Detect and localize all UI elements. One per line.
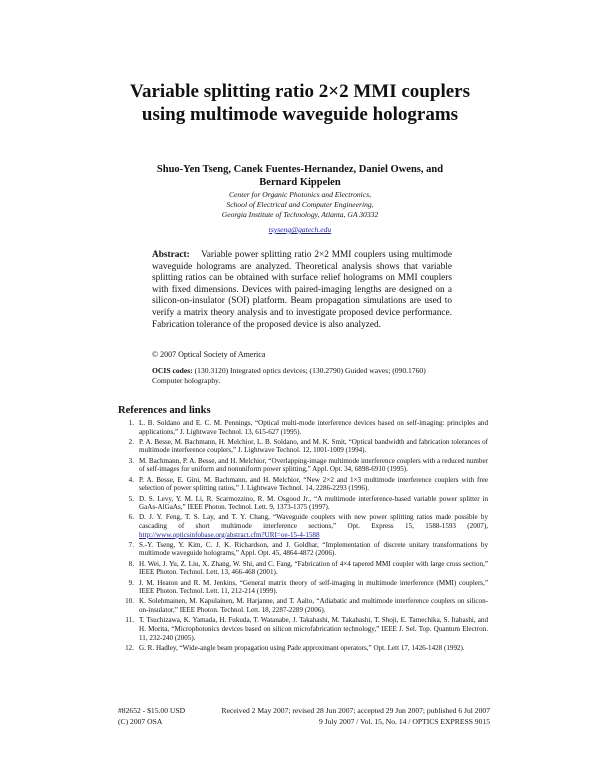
- reference-text: D. J. Y. Feng, T. S. Lay, and T. Y. Chang, “Waveguide couplers with new power splitting ratios made possible by cascading of short multimode interference sections,” Opt. Express 15, 1588-1593 (2007),: [139, 513, 488, 530]
- reference-number: 1.: [128, 419, 134, 427]
- copyright-notice: © 2007 Optical Society of America: [152, 350, 266, 359]
- paper-title: Variable splitting ratio 2×2 MMI couplers using multimode waveguide holograms: [130, 81, 470, 125]
- footer-copyright: (C) 2007 OSA: [118, 717, 163, 726]
- author-list: Shuo-Yen Tseng, Canek Fuentes-Hernandez, Daniel Owens, and Bernard Kippelen: [156, 164, 444, 188]
- affiliation-line-2: School of Electrical and Computer Engineering,: [226, 200, 374, 210]
- reference-item: [118, 644, 488, 653]
- ocis-label: OCIS codes:: [152, 366, 193, 375]
- reference-item: [118, 438, 488, 455]
- reference-text: S.-Y. Tseng, Y. Kim, C. J. K. Richardson, and J. Goldhar, “Implementation of discrete unitary transformations by multimode waveguide holograms,” Appl. Opt. 45, 4864-4872 (2006).: [139, 540, 488, 558]
- abstract-text: Variable power splitting ratio 2×2 MMI couplers using multimode waveguide holograms are analyzed. Theoretical analysis shows that variable splitting ratios can be obtained with surface relief holograms on MMI couplers with fixed dimensions. Devices with paired-imaging lengths are designed on a silicon-on-insulator (SOI) platform. Beam propagation simulations are used to verify a matrix theory analysis and to investigate proposed device performance. Fabrication tolerance of the proposed device is also analyzed.: [152, 250, 452, 330]
- reference-number: 11.: [125, 616, 134, 625]
- author-email-link[interactable]: tsyseng@gatech.edu: [268, 225, 332, 234]
- affiliation-line-1: Center for Organic Photonics and Electronics,: [228, 190, 371, 199]
- reference-number: 4.: [128, 475, 134, 484]
- reference-list: [118, 419, 488, 654]
- reference-item: [118, 457, 488, 474]
- abstract-label: Abstract:: [152, 250, 190, 260]
- reference-6-link[interactable]: http://www.opticsinfobase.org/abstract.cfm?URI=oe-15-4-1588: [139, 530, 320, 539]
- reference-item: [118, 476, 488, 493]
- reference-number: 10.: [125, 597, 134, 606]
- reference-item: [118, 579, 488, 596]
- reference-number: 7.: [128, 540, 134, 549]
- footer-dates: Received 2 May 2007; revised 28 Jun 2007; accepted 29 Jun 2007; published 6 Jul 2007: [221, 706, 490, 715]
- reference-text: J. M. Heaton and R. M. Jenkins, “General matrix theory of self-imaging in multimode interference (MMI) couplers,” IEEE Photon. Technol. Lett. 11, 212-214 (1999).: [139, 578, 488, 596]
- footer-price: #82652 - $15.00 USD: [118, 706, 186, 715]
- affiliation-line-3: Georgia Institute of Technology, Atlanta, GA 30332: [221, 210, 379, 220]
- reference-text: D. S. Levy, Y. M. Li, R. Scarmozzino, R. M. Osgood Jr., “A multimode interference-based variable power splitter in GaAs-AlGaAs,” IEEE Photon. Technol. Lett. 9, 1373-1375 (1997).: [139, 494, 488, 512]
- reference-item: [118, 616, 488, 642]
- reference-text: T. Tsuchizawa, K. Yamada, H. Fukuda, T. Watanabe, J. Takahashi, M. Takahashi, T. Shoji, E. Tamechika, S. Itabashi, and H. Morita, “Microphotonics devices based on silicon microfabrication technology,” IEEE J. Sel. Top. Quantum Electron. 11, 232-240 (2005).: [139, 616, 488, 642]
- reference-text: P. A. Besse, E. Gini, M. Bachmann, and H. Melchior, “New 2×2 and 1×3 multimode interference couplers with free selection of power splitting ratios,” J. Lightwave Technol. 14, 2286-2293 (1996).: [139, 475, 488, 493]
- reference-number: 6.: [128, 513, 134, 522]
- reference-text: H. Wei, J. Yu, Z. Liu, X. Zhang, W. Shi, and C. Fang, “Fabrication of 4×4 tapered MMI coupler with large cross section,” IEEE Photon. Technol. Lett. 13, 466-468 (2001).: [139, 559, 488, 577]
- ocis-text: (130.3120) Integrated optics devices; (130.2790) Guided waves; (090.1760) Computer holography.: [152, 366, 426, 385]
- reference-item: [118, 419, 488, 436]
- reference-item: [118, 495, 488, 512]
- reference-item: [118, 597, 488, 614]
- ocis-codes: [152, 366, 452, 385]
- reference-text: K. Solehmainen, M. Kapulainen, M. Harjanne, and T. Aalto, “Adiabatic and multimode interference couplers on silicon-on-insulator,” IEEE Photon. Technol. Lett. 18, 2287-2289 (2006).: [139, 597, 488, 615]
- footer-row-1: [118, 705, 490, 716]
- reference-number: 8.: [128, 559, 134, 568]
- reference-number: 5.: [128, 494, 134, 503]
- reference-item: [118, 513, 488, 539]
- footer-journal-info: 9 July 2007 / Vol. 15, No. 14 / OPTICS EXPRESS 9015: [318, 717, 490, 726]
- reference-number: 3.: [128, 456, 134, 465]
- reference-number: 9.: [128, 578, 134, 587]
- reference-text: G. R. Hadley, “Wide-angle beam propagation using Pade approximant operators,” Opt. Lett 17, 1426-1428 (1992).: [139, 643, 465, 652]
- footer-row-2: [118, 716, 490, 727]
- affiliation: [150, 190, 450, 221]
- abstract: [152, 250, 452, 331]
- reference-text: P. A. Besse, M. Bachmann, H. Melchior, L. B. Soldano, and M. K. Smit, “Optical bandwidth and fabrication tolerances of multimode interference couplers,” J. Lightwave Technol. 12, 1001-1009 (1994).: [139, 437, 488, 455]
- reference-number: 12.: [125, 643, 134, 652]
- reference-item: [118, 560, 488, 577]
- reference-text: L. B. Soldano and E. C. M. Pennings, “Optical multi-mode interference devices based on self-imaging: principles and applications,” J. Lightwave Technol. 13, 615-627 (1995).: [139, 419, 488, 436]
- reference-item: [118, 541, 488, 558]
- references-heading: References and links: [118, 405, 211, 416]
- reference-text: M. Bachmann, P. A. Besse, and H. Melchior, “Overlapping-image multimode interference couplers with a reduced number of self-images for uniform and nonuniform power splitting,” Appl. Opt. 34, 6898-6910 (1995).: [139, 456, 488, 474]
- reference-number: 2.: [128, 437, 134, 446]
- page-footer: [118, 705, 490, 727]
